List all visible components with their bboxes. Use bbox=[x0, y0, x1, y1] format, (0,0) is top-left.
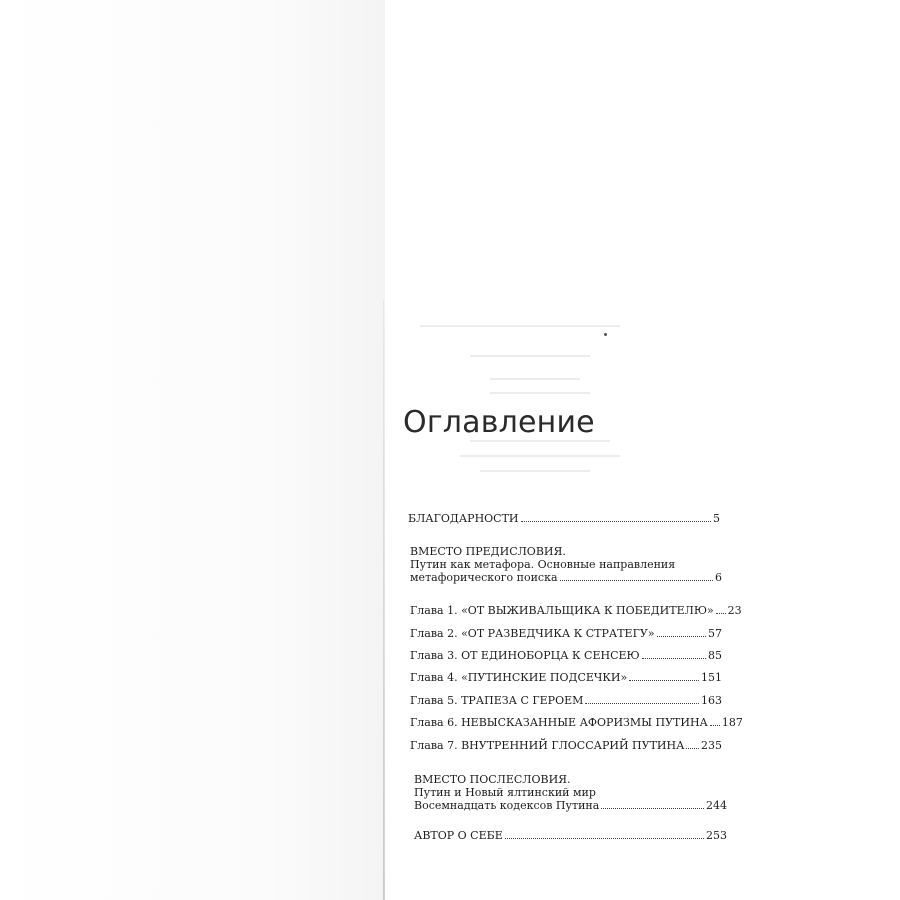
dot-leader bbox=[716, 613, 726, 614]
toc-entry-text: Глава 3. ОТ ЕДИНОБОРЦА К СЕНСЕЮ bbox=[410, 649, 640, 662]
show-through-mark bbox=[480, 470, 590, 472]
dot-leader bbox=[601, 808, 704, 809]
toc-entry-text: Глава 4. «ПУТИНСКИЕ ПОДСЕЧКИ» bbox=[410, 671, 628, 684]
page-title: Оглавление bbox=[403, 405, 595, 440]
toc-page-number: 244 bbox=[706, 799, 727, 812]
toc-entry-text: Глава 6. НЕВЫСКАЗАННЫЕ АФОРИЗМЫ ПУТИНА bbox=[410, 716, 708, 729]
dot-leader bbox=[521, 521, 711, 522]
left-sheet bbox=[0, 0, 385, 900]
toc-entry-afterword bbox=[414, 799, 727, 812]
toc-entry-text: Восемнадцать кодексов Путина bbox=[414, 799, 600, 812]
show-through-mark bbox=[490, 378, 580, 380]
toc-entry-text: Путин и Новый ялтинский мир bbox=[414, 786, 596, 799]
show-through-mark bbox=[470, 355, 590, 357]
toc-entry-chapter-3 bbox=[410, 649, 722, 662]
toc-entry-chapter-1 bbox=[410, 604, 742, 617]
toc-entry-text: Глава 2. «ОТ РАЗВЕДЧИКА К СТРАТЕГУ» bbox=[410, 627, 655, 640]
dot-leader bbox=[642, 658, 706, 659]
toc-entry-text: Путин как метафора. Основные направления bbox=[410, 558, 676, 571]
toc-page-number: 5 bbox=[713, 512, 720, 525]
toc-page-number: 163 bbox=[701, 694, 722, 707]
show-through-mark bbox=[470, 440, 610, 442]
toc-page-number: 6 bbox=[715, 571, 722, 584]
toc-page-number: 57 bbox=[708, 627, 722, 640]
toc-entry-chapter-7 bbox=[410, 739, 722, 752]
toc-section-heading: ВМЕСТО ПОСЛЕСЛОВИЯ. bbox=[414, 773, 571, 786]
toc-entry-text: АВТОР О СЕБЕ bbox=[414, 829, 503, 842]
dot-leader bbox=[560, 580, 713, 581]
toc-entry-text: Глава 1. «ОТ ВЫЖИВАЛЬЩИКА К ПОБЕДИТЕЛЮ» bbox=[410, 604, 714, 617]
toc-section-heading: ВМЕСТО ПРЕДИСЛОВИЯ. bbox=[410, 545, 566, 558]
show-through-mark bbox=[490, 392, 590, 394]
toc-entry-chapter-2 bbox=[410, 627, 722, 640]
toc-entry-foreword bbox=[410, 571, 722, 584]
toc-page-number: 187 bbox=[721, 716, 743, 729]
dot-leader bbox=[686, 748, 699, 749]
dot-leader bbox=[629, 680, 699, 681]
toc-page-number: 253 bbox=[706, 829, 727, 842]
toc-entry-text: Глава 5. ТРАПЕЗА С ГЕРОЕМ bbox=[410, 694, 584, 707]
dot-leader bbox=[585, 703, 699, 704]
toc-page-number: 235 bbox=[701, 739, 722, 752]
toc-entry-acknowledgements bbox=[408, 512, 720, 525]
show-through-mark bbox=[460, 455, 620, 457]
toc-entry-text: Глава 7. ВНУТРЕННИЙ ГЛОССАРИЙ ПУТИНА bbox=[410, 739, 685, 752]
toc-page-number: 23 bbox=[727, 604, 742, 617]
toc-entry-chapter-6 bbox=[410, 716, 743, 729]
dot-leader bbox=[657, 636, 706, 637]
toc-page-number: 85 bbox=[708, 649, 722, 662]
toc-entry-text: метафорического поиска bbox=[410, 571, 558, 584]
toc-entry-chapter-5 bbox=[410, 694, 722, 707]
toc-entry-chapter-4 bbox=[410, 671, 722, 684]
dot-leader bbox=[505, 838, 704, 839]
show-through-mark bbox=[420, 325, 620, 327]
dust-mark bbox=[604, 333, 607, 336]
sheet-edge bbox=[383, 300, 385, 900]
toc-entry-text: БЛАГОДАРНОСТИ bbox=[408, 512, 519, 525]
dot-leader bbox=[710, 725, 720, 726]
toc-entry-about-author bbox=[414, 829, 727, 842]
toc-page-number: 151 bbox=[701, 671, 722, 684]
